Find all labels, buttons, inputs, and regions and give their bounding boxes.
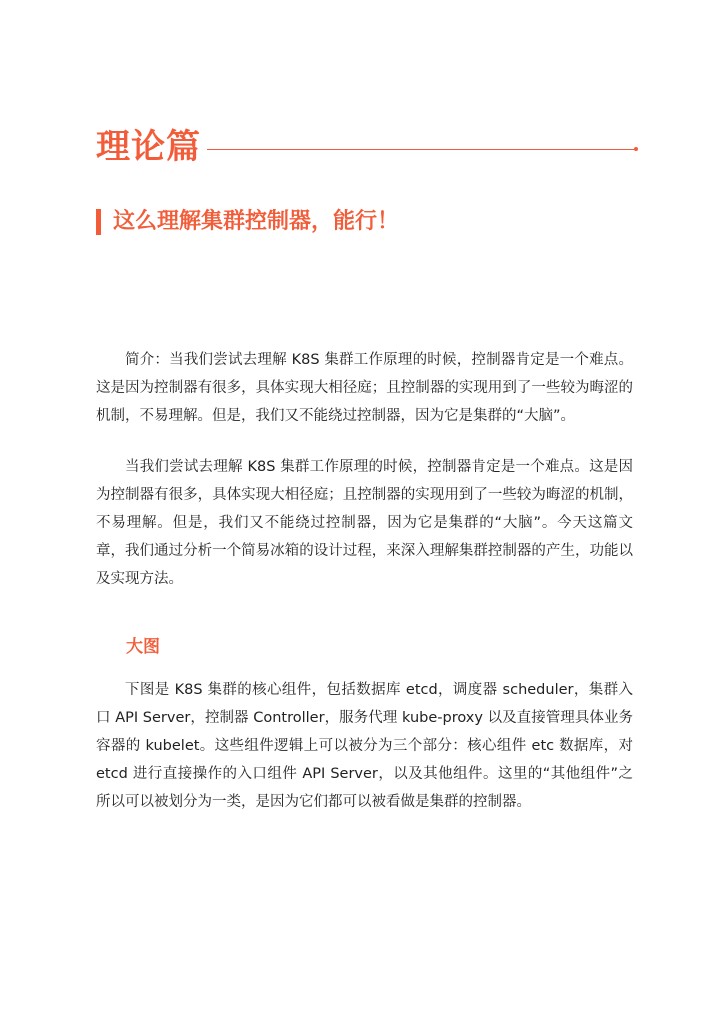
section-paragraph: 下图是 K8S 集群的核心组件，包括数据库 etcd，调度器 scheduler，集群入口 API Server，控制器 Controller，服务代理 kube-proxy 以及直接管理具体业务容器的 kubelet。这些组件逻辑上可以被分为三个部分：核心组件 etc 数据库，对 etcd 进行直接操作的入口组件 API Server，以及其他组件。这里的“其他组件”之所以可以被划分为一类，是因为它们都可以被看做是集群的控制器。 xyxy=(96,682,633,810)
chapter-title: 这么理解集群控制器，能行！ xyxy=(113,209,400,234)
section-title: 大图 xyxy=(126,637,160,657)
main-paragraph: 当我们尝试去理解 K8S 集群工作原理的时候，控制器肯定是一个难点。这是因为控制器有很多，具体实现大相径庭；且控制器的实现用到了一些较为晦涩的机制，不易理解。但是，我们又不能绕过控制器，因为它是集群的“大脑”。今天这篇文章，我们通过分析一个简易冰箱的设计过程，来深入理解集群控制器的产生，功能以及实现方法。 xyxy=(96,459,633,587)
chapter-accent-bar xyxy=(96,209,101,235)
part-title-rule xyxy=(207,149,636,150)
chapter-header xyxy=(96,206,399,238)
part-title: 理论篇 xyxy=(96,127,201,167)
part-header xyxy=(96,125,636,169)
intro-paragraph: 简介：当我们尝试去理解 K8S 集群工作原理的时候，控制器肯定是一个难点。这是因为控制器有很多，具体实现大相径庭；且控制器的实现用到了一些较为晦涩的机制，不易理解。但是，我们又不能绕过控制器，因为它是集群的“大脑”。 xyxy=(96,352,633,424)
